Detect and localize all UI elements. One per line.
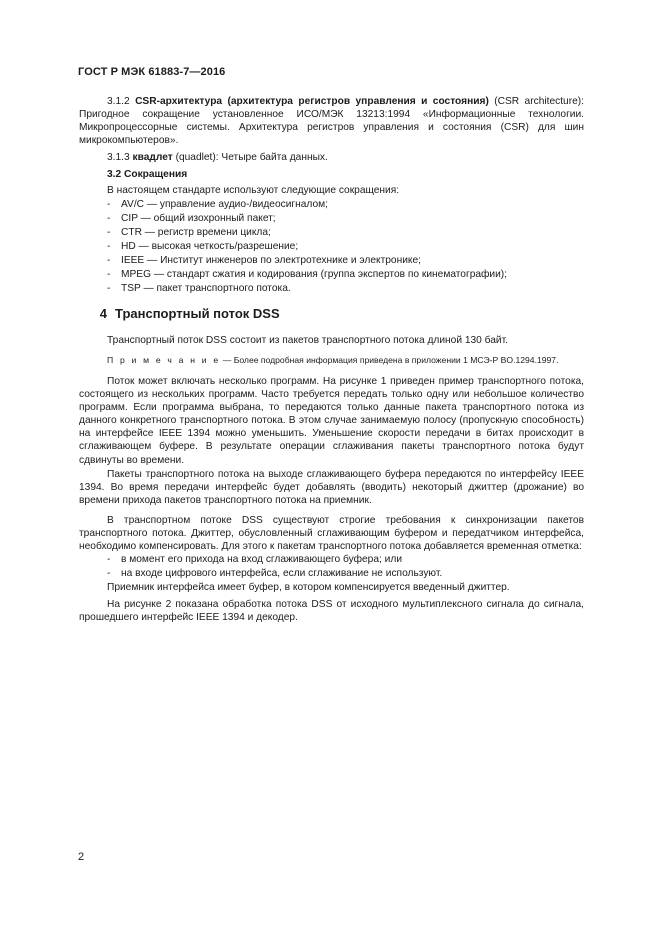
paragraph: Поток может включать несколько программ. На рисунке 1 приведен пример транспортного потока, состоящего из нескольких программ. Часто требуется передать только одну или небольшое количество программ. Если программа выбрана, то передаются только данные пакета транспортного потока из данного конкретного транспортного потока. В этом случае занимаемую полосу (пропускную способность) на интерфейсе IEEE 1394 можно уменьшить. Уменьшение скорости передачи в битах происходит в сглаживающем буфере. В результате операции сглаживания пакеты транспортного потока будут сдвинуты во времени. (79, 376, 584, 466)
section-3-2-title: 3.2 Сокращения (107, 169, 188, 180)
term: CSR-архитектура (архитектура регистров управления и состояния) (135, 96, 489, 107)
list-item: - CIP — общий изохронный пакет; (107, 213, 276, 224)
note: П р и м е ч а н и е — Более подробная информация приведена в приложении 1 МСЭ-Р BO.1294.1997. (107, 355, 559, 365)
list-item: - в момент его прихода на вход сглаживающего буфера; или (107, 554, 403, 565)
list-item: - на входе цифрового интерфейса, если сглаживание не используют. (107, 568, 443, 579)
page-number: 2 (78, 851, 85, 863)
clause-number: 3.1.2 (107, 96, 130, 107)
clause-number: 3.1.3 (107, 152, 130, 163)
paragraph: В транспортном потоке DSS существуют строгие требования к синхронизации пакетов транспортного потока. Джиттер, обусловленный сглаживающим буфером и передатчиком интерфейса, необходимо компенсировать. Для этого к пакетам транспортного потока добавляется временная отметка: (79, 515, 584, 553)
paragraph: Транспортный поток DSS состоит из пакетов транспортного потока длиной 130 байт. (107, 335, 508, 346)
list-item: - HD — высокая четкость/разрешение; (107, 241, 299, 252)
document-header: ГОСТ Р МЭК 61883-7—2016 (78, 66, 226, 78)
paragraph: Пакеты транспортного потока на выходе сглаживающего буфера передаются по интерфейсу IEEE 1394. Во время передачи интерфейс будет добавлять (вводить) некоторый джиттер (дрожание) во времени прихода пакетов транспортного потока на приемник. (79, 469, 584, 507)
section-4-title: 4 Транспортный поток DSS (99, 306, 280, 321)
paragraph: Приемник интерфейса имеет буфер, в котором компенсируется введенный джиттер. (107, 582, 510, 593)
definition-text: (quadlet): Четыре байта данных. (172, 152, 328, 163)
list-item: - MPEG — стандарт сжатия и кодирования (группа экспертов по кинематографии); (107, 269, 508, 280)
definition-3-1-2 (79, 95, 584, 147)
list-item: - CTR — регистр времени цикла; (107, 227, 271, 238)
definition-3-1-3 (79, 151, 584, 164)
list-item: - AV/C — управление аудио-/видеосигналом; (107, 199, 328, 210)
section-3-2-intro: В настоящем стандарте используют следующие сокращения: (107, 185, 400, 196)
term: квадлет (132, 152, 173, 163)
definition-text: (CSR architecture): Пригодное сокращение установленное ИСО/МЭК 13213:1994 «Информационные технологии. Микропроцессорные системы. Архитектура регистров управления и состояния (CSR) для шин микрокомпьютеров». (79, 96, 584, 147)
list-item: - IEEE — Институт инженеров по электротехнике и электронике; (107, 255, 421, 266)
list-item: - TSP — пакет транспортного потока. (107, 283, 291, 294)
paragraph: На рисунке 2 показана обработка потока DSS от исходного мультиплексного сигнала до сигнала, прошедшего интерфейс IEEE 1394 и декодер. (79, 599, 584, 624)
